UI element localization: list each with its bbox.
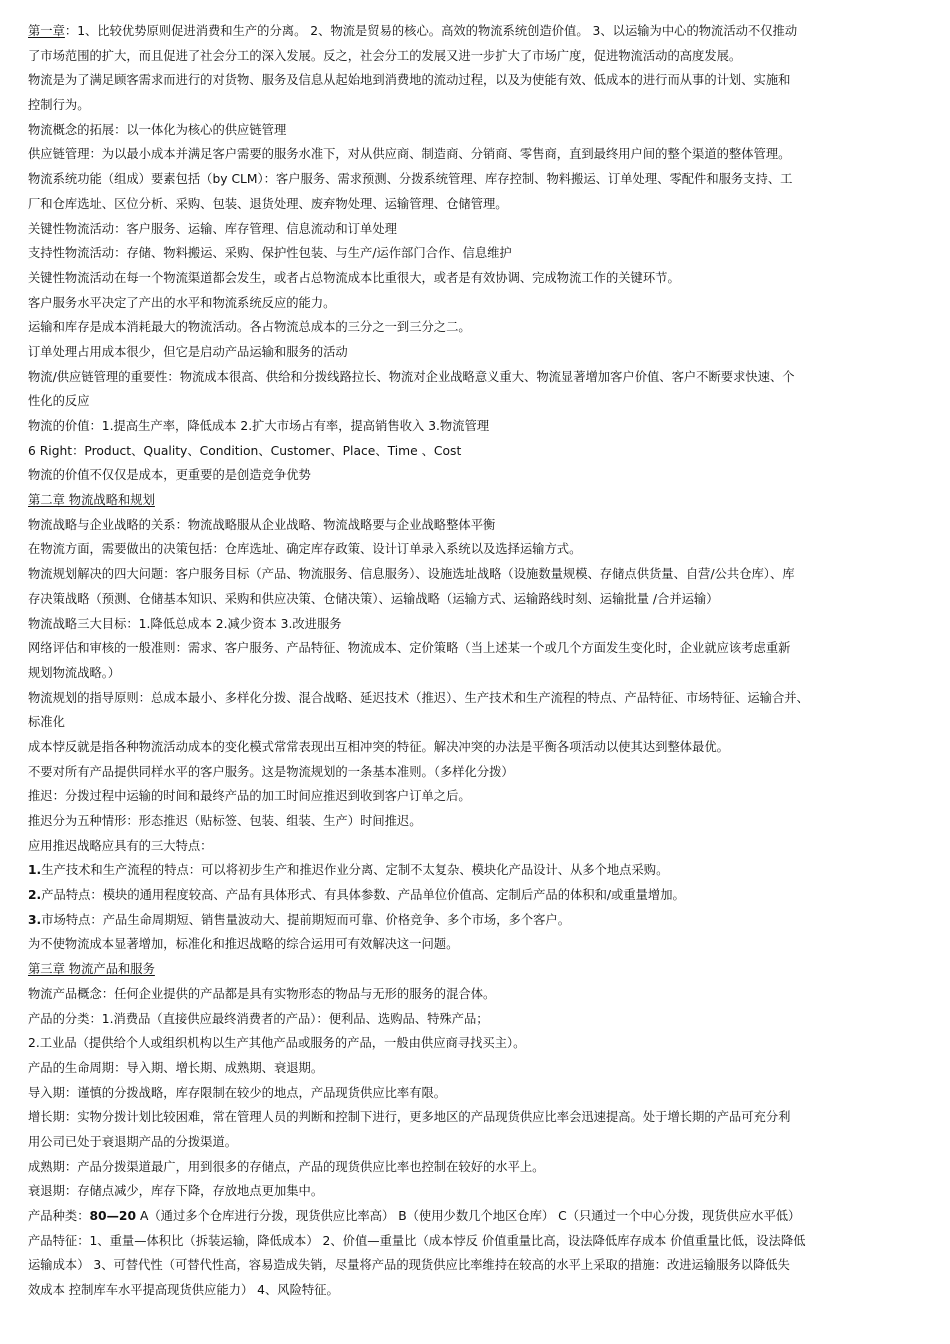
text-line: [28, 315, 928, 340]
text-span: 市场特点：产品生命周期短、销售量波动大、提前期短而可靠、价格竞争、多个市场，多个客户。: [41, 912, 571, 927]
text-span: 不要对所有产品提供同样水平的客户服务。这是物流规划的一条基本准则。（多样化分拨）: [28, 764, 514, 779]
text-span: 成熟期：产品分拨渠道最广，用到很多的存储点，产品的现货供应比率也控制在较好的水平上。: [28, 1159, 545, 1174]
text-span: 控制行为。: [28, 98, 90, 113]
text-line: [28, 612, 928, 637]
text-span: 产品种类：: [28, 1209, 90, 1223]
text-span: 运输和库存是成本消耗最大的物流活动。各占物流总成本的三分之一到三分之二。: [28, 320, 471, 335]
section-heading: 第三章 物流产品和服务: [28, 962, 155, 977]
text-line: [28, 1204, 928, 1229]
text-line: [28, 142, 928, 167]
text-line: [28, 192, 928, 217]
text-line: [28, 562, 928, 587]
text-line: [28, 513, 928, 538]
text-span: 物流规划的指导原则：总成本最小、多样化分拨、混合战略、延迟技术（推迟）、生产技术和生产流程的特点、产品特征、市场特征、运输合并、: [28, 690, 809, 705]
text-span: 厂和仓库选址、区位分析、采购、包装、退货处理、废弃物处理、运输管理、仓储管理。: [28, 196, 508, 211]
text-line: [28, 1278, 928, 1303]
text-span: 关键性物流活动：客户服务、运输、库存管理、信息流动和订单处理: [28, 221, 397, 236]
text-line: [28, 932, 928, 957]
text-line: [28, 266, 928, 291]
text-line: [28, 587, 928, 612]
text-line: [28, 735, 928, 760]
text-span: ：1、比较优势原则促进消费和生产的分离。 2、物流是贸易的核心。高效的物流系统创造价值。 3、以运输为中心的物流活动不仅推动: [64, 24, 798, 38]
text-span: 物流系统功能（组成）要素包括（by CLM）：客户服务、需求预测、分拨系统管理、库存控制、物料搬运、订单处理、零配件和服务支持、工: [28, 172, 793, 187]
text-line: [28, 1031, 928, 1056]
text-line: [28, 1130, 928, 1155]
text-line: [28, 1253, 928, 1278]
text-span: 了市场范围的扩大，而且促进了社会分工的深入发展。反之，社会分工的发展又进一步扩大了市场广度，促进物流活动的高度发展。: [28, 48, 742, 63]
text-line: [28, 463, 928, 488]
text-span: 规划物流战略。）: [28, 665, 121, 680]
text-line: [28, 340, 928, 365]
text-span: 产品特点：模块的通用程度较高、产品有具体形式、有具体参数、产品单位价值高、定制后产品的体积和/或重量增加。: [41, 888, 685, 903]
text-line: [28, 834, 928, 859]
text-span: 物流战略与企业战略的关系：物流战略服从企业战略、物流战略要与企业战略整体平衡: [28, 517, 496, 532]
text-line: [28, 291, 928, 316]
text-span: 导入期：谨慎的分拨战略，库存限制在较少的地点，产品现货供应比率有限。: [28, 1085, 447, 1100]
text-span: 推迟分为五种情形：形态推迟（贴标签、包装、组装、生产）时间推迟。: [28, 814, 422, 828]
text-line: [28, 760, 928, 785]
text-span: A（通过多个仓库进行分拨，现货供应比率高） B（使用少数几个地区仓库） C（只通过一个中心分拨，现货供应水平低）: [136, 1209, 801, 1223]
text-line: [28, 1056, 928, 1081]
text-line: [28, 44, 928, 69]
text-line: [28, 784, 928, 809]
text-span: 物流的价值不仅仅是成本，更重要的是创造竞争优势: [28, 468, 311, 483]
text-line: [28, 93, 928, 118]
text-span: 推迟：分拨过程中运输的时间和最终产品的加工时间应推迟到收到客户订单之后。: [28, 789, 471, 804]
text-span: 关键性物流活动在每一个物流渠道都会发生，或者占总物流成本比重很大，或者是有效协调、完成物流工作的关键环节。: [28, 270, 680, 285]
text-span: 物流概念的拓展：以一体化为核心的供应链管理: [28, 122, 287, 137]
text-line: [28, 1081, 928, 1106]
text-span: 衰退期：存储点减少，库存下降，存放地点更加集中。: [28, 1184, 324, 1199]
text-span: 应用推迟战略应具有的三大特点：: [28, 838, 213, 853]
text-span: 物流是为了满足顾客需求而进行的对货物、服务及信息从起始地到消费地的流动过程，以及为使能有效、低成本的进行而从事的计划、实施和: [28, 73, 791, 88]
text-line: [28, 389, 928, 414]
text-span: 客户服务水平决定了产出的水平和物流系统反应的能力。: [28, 295, 336, 310]
text-span: 80—20: [89, 1209, 137, 1223]
text-span: 物流产品概念：任何企业提供的产品都是具有实物形态的物品与无形的服务的混合体。: [28, 986, 496, 1001]
text-line: [28, 68, 928, 93]
text-span: 产品的生命周期：导入期、增长期、成熟期、衰退期。: [28, 1060, 324, 1075]
text-span: 3.: [28, 912, 42, 927]
text-line: [28, 537, 928, 562]
text-line: [28, 1155, 928, 1180]
text-line: [28, 883, 928, 908]
text-line: [28, 809, 928, 834]
text-span: 生产技术和生产流程的特点：可以将初步生产和推迟作业分离、定制不太复杂、模块化产品设计、从多个地点采购。: [41, 863, 669, 878]
text-line: [28, 1229, 928, 1254]
text-line: [28, 957, 928, 982]
text-span: 为不使物流成本显著增加，标准化和推迟战略的综合运用可有效解决这一问题。: [28, 937, 459, 952]
text-span: 物流规划解决的四大问题：客户服务目标（产品、物流服务、信息服务）、设施选址战略（设施数量规模、存储点供货量、自营/公共仓库）、库: [28, 567, 795, 582]
text-span: 增长期：实物分拨计划比较困难，常在管理人员的判断和控制下进行，更多地区的产品现货供应比率会迅速提高。处于增长期的产品可充分利: [28, 1110, 791, 1125]
text-span: 网络评估和审核的一般准则：需求、客户服务、产品特征、物流成本、定价策略（当上述某一个或几个方面发生变化时，企业就应该考虑重新: [28, 641, 791, 656]
text-span: 物流/供应链管理的重要性：物流成本很高、供给和分拨线路拉长、物流对企业战略意义重大、物流显著增加客户价值、客户不断要求快速、个: [28, 369, 795, 384]
text-span: 2.工业品（提供给个人或组织机构以生产其他产品或服务的产品，一般由供应商寻找买主）。: [28, 1036, 526, 1051]
text-line: [28, 365, 928, 390]
text-line: [28, 858, 928, 883]
text-line: [28, 1179, 928, 1204]
text-span: 物流战略三大目标：1.降低总成本 2.减少资本 3.改进服务: [28, 616, 342, 631]
text-span: 用公司已处于衰退期产品的分拨渠道。: [28, 1134, 238, 1149]
text-span: 成本悖反就是指各种物流活动成本的变化模式常常表现出互相冲突的特征。解决冲突的办法是平衡各项活动以使其达到整体最优。: [28, 739, 729, 754]
text-line: [28, 982, 928, 1007]
text-span: 标准化: [28, 715, 65, 730]
text-line: [28, 217, 928, 242]
text-span: 产品的分类：1.消费品（直接供应最终消费者的产品）：便利品、选购品、特殊产品；: [28, 1011, 489, 1026]
section-heading: 第二章 物流战略和规划: [28, 493, 155, 508]
text-span: 6 Right：Product、Quality、Condition、Customer、Place、Time 、Cost: [28, 443, 462, 458]
text-span: 性化的反应: [28, 394, 90, 409]
text-span: 2.: [28, 888, 42, 903]
text-span: 订单处理占用成本很少，但它是启动产品运输和服务的活动: [28, 344, 348, 359]
text-line: [28, 1105, 928, 1130]
text-line: [28, 908, 928, 933]
text-span: 存决策战略（预测、仓储基本知识、采购和供应决策、仓储决策）、运输战略（运输方式、运输路线时刻、运输批量 /合并运输）: [28, 591, 719, 606]
text-span: 支持性物流活动：存储、物料搬运、采购、保护性包装、与生产/运作部门合作、信息维护: [28, 246, 512, 261]
section-heading: 第一章: [28, 24, 65, 38]
text-span: 供应链管理：为以最小成本并满足客户需要的服务水准下，对从供应商、制造商、分销商、零售商，直到最终用户间的整个渠道的整体管理。: [28, 147, 791, 162]
text-line: [28, 167, 928, 192]
text-span: 效成本 控制库车水平提高现货供应能力） 4、风险特征。: [28, 1283, 339, 1298]
text-span: 产品特征：1、重量—体积比（拆装运输，降低成本） 2、价值—重量比（成本悖反 价值重量比高，设法降低库存成本 价值重量比低，设法降低: [28, 1233, 806, 1248]
text-line: [28, 241, 928, 266]
text-line: [28, 661, 928, 686]
text-line: [28, 488, 928, 513]
text-line: [28, 439, 928, 464]
text-line: [28, 118, 928, 143]
text-span: 1.: [28, 863, 42, 878]
text-span: 物流的价值：1.提高生产率，降低成本 2.扩大市场占有率，提高销售收入 3.物流管理: [28, 419, 490, 433]
text-line: [28, 686, 928, 711]
text-line: [28, 636, 928, 661]
text-line: [28, 1007, 928, 1032]
text-line: [28, 414, 928, 439]
text-line: [28, 19, 928, 44]
text-span: 运输成本） 3、可替代性（可替代性高，容易造成失销，尽量将产品的现货供应比率维持在较高的水平上采取的措施：改进运输服务以降低失: [28, 1258, 790, 1273]
text-line: [28, 710, 928, 735]
text-span: 在物流方面，需要做出的决策包括：仓库选址、确定库存政策、设计订单录入系统以及选择运输方式。: [28, 542, 582, 557]
